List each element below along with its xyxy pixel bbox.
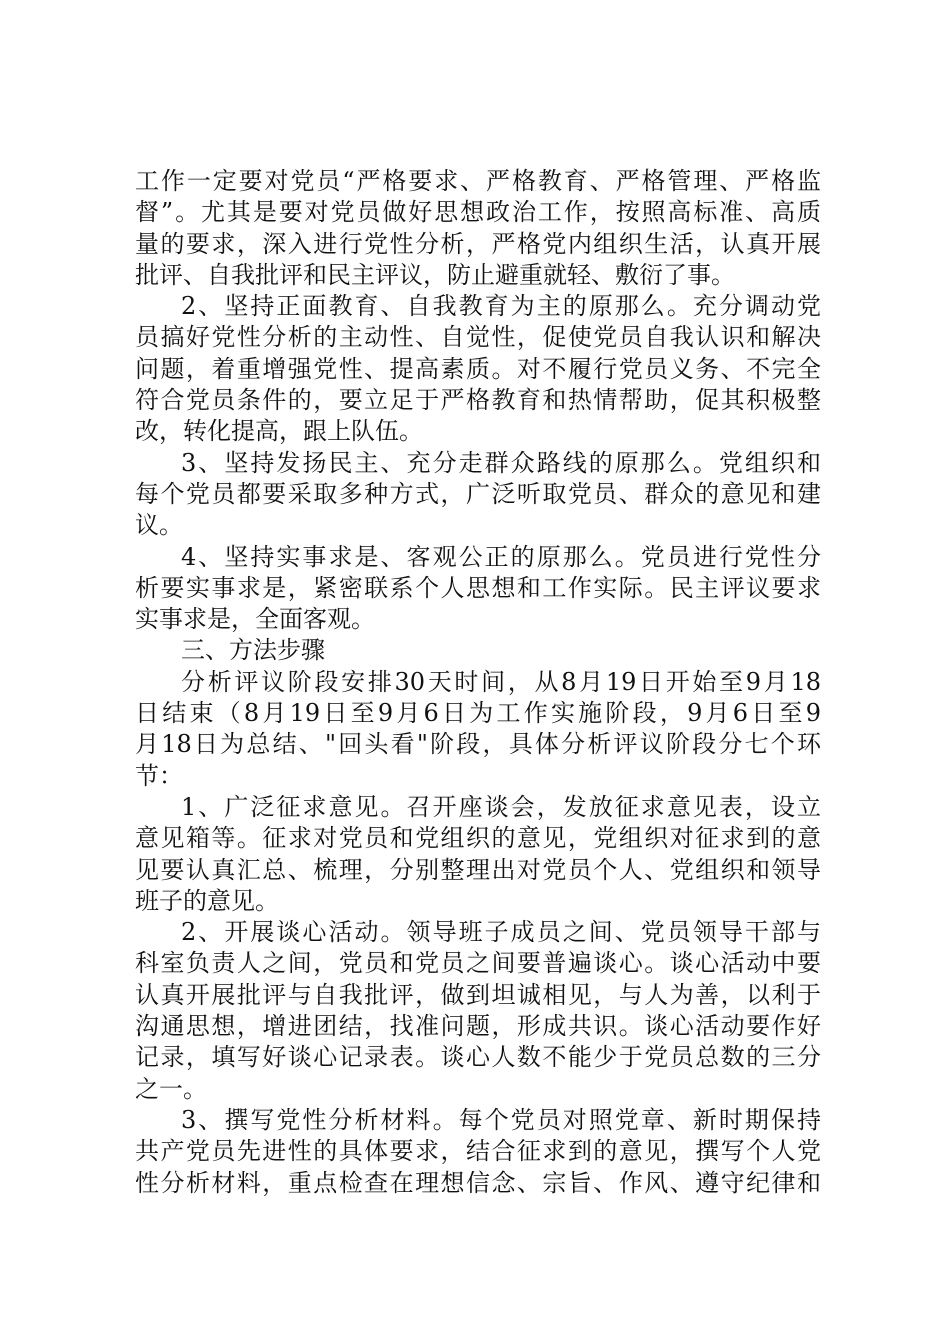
- document-body: [135, 166, 821, 1199]
- text-line: 析要实事求是，紧密联系个人思想和工作实际。民主评议要求: [135, 573, 821, 602]
- paragraph: [135, 448, 821, 542]
- paragraph: [135, 792, 821, 917]
- text-line: 认真开展批评与自我批评，做到坦诚相见，与人为善，以利于: [135, 980, 821, 1009]
- paragraph: [135, 542, 821, 636]
- text-line: 每个党员都要采取多种方式，广泛听取党员、群众的意见和建: [135, 479, 821, 508]
- text-line: 分析评议阶段安排30天时间，从8月19日开始至9月18: [181, 667, 821, 696]
- text-line: 1、广泛征求意见。召开座谈会，发放征求意见表，设立: [181, 792, 821, 821]
- text-line: 记录，填写好谈心记录表。谈心人数不能少于党员总数的三分: [135, 1043, 821, 1072]
- paragraph: [135, 1105, 821, 1199]
- text-line: 工作一定要对党员“严格要求、严格教育、严格管理、严格监: [135, 167, 821, 195]
- paragraph: [135, 635, 821, 666]
- text-line: 2、坚持正面教育、自我教育为主的原那么。充分调动党: [181, 292, 821, 321]
- text-line: 议。: [135, 511, 183, 540]
- text-line: 4、坚持实事求是、客观公正的原那么。党员进行党性分: [181, 542, 821, 571]
- text-line: 班子的意见。: [135, 886, 279, 915]
- text-line: 改，转化提高，跟上队伍。: [135, 417, 423, 446]
- text-line: 节：: [135, 761, 183, 790]
- text-line: 督”。尤其是要对党员做好思想政治工作，按照高标准、高质: [135, 198, 821, 227]
- text-line: 之一。: [135, 1074, 207, 1103]
- text-line: 问题，着重增强党性、提高素质。对不履行党员义务、不完全: [135, 354, 821, 383]
- text-line: 三、方法步骤: [181, 636, 325, 665]
- paragraph: [135, 917, 821, 1105]
- paragraph: [135, 166, 821, 291]
- text-line: 3、坚持发扬民主、充分走群众路线的原那么。党组织和: [181, 448, 821, 477]
- paragraph: [135, 291, 821, 447]
- text-line: 2、开展谈心活动。领导班子成员之间、党员领导干部与: [181, 918, 821, 947]
- paragraph: [135, 667, 821, 792]
- text-line: 沟通思想，增进团结，找准问题，形成共识。谈心活动要作好: [135, 1012, 821, 1041]
- text-line: 共产党员先进性的具体要求，结合征求到的意见，撰写个人党: [135, 1137, 821, 1166]
- text-line: 实事求是，全面客观。: [135, 605, 375, 634]
- text-line: 批评、自我批评和民主评议，防止避重就轻、敷衍了事。: [135, 260, 735, 289]
- text-line: 员搞好党性分析的主动性、自觉性，促使党员自我认识和解决: [135, 323, 821, 352]
- text-line: 3、撰写党性分析材料。每个党员对照党章、新时期保持: [181, 1105, 821, 1134]
- text-line: 符合党员条件的，要立足于严格教育和热情帮助，促其积极整: [135, 386, 821, 415]
- text-line: 量的要求，深入进行党性分析，严格党内组织生活，认真开展: [135, 229, 821, 258]
- text-line: 月18日为总结、"回头看"阶段，具体分析评议阶段分七个环: [135, 730, 821, 759]
- text-line: 日结束（8月19日至9月6日为工作实施阶段，9月6日至9: [135, 699, 821, 728]
- text-line: 性分析材料，重点检查在理想信念、宗旨、作风、遵守纪律和: [135, 1168, 821, 1197]
- text-line: 见要认真汇总、梳理，分别整理出对党员个人、党组织和领导: [135, 855, 821, 884]
- text-line: 意见箱等。征求对党员和党组织的意见，党组织对征求到的意: [135, 824, 821, 853]
- text-line: 科室负责人之间，党员和党员之间要普遍谈心。谈心活动中要: [135, 949, 821, 978]
